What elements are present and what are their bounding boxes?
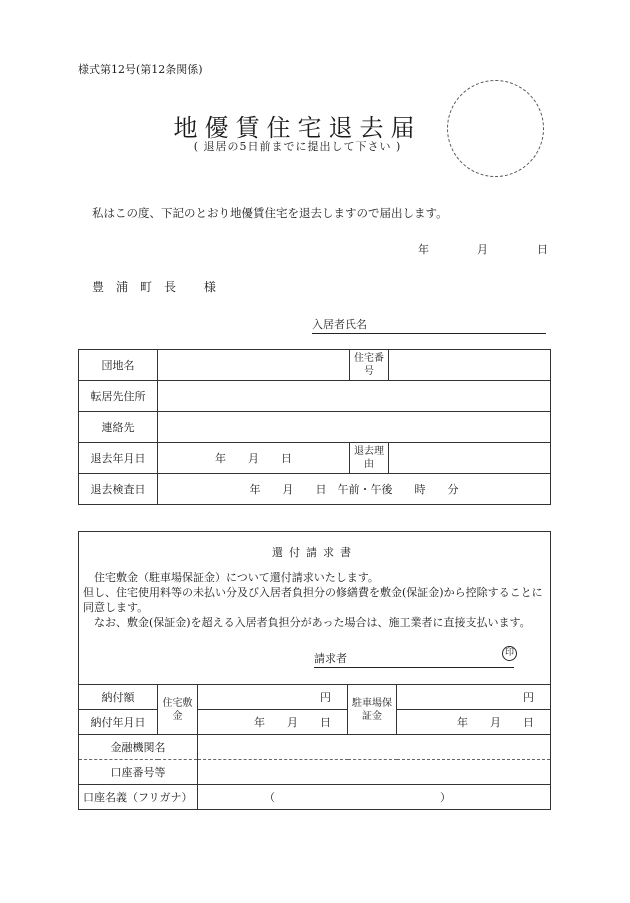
refund-claim-box — [78, 531, 551, 685]
date-year-label: 年 — [418, 243, 429, 256]
new-address-field[interactable] — [158, 381, 551, 412]
claimant-label: 請求者 — [314, 652, 347, 665]
paid-date-label: 納付年月日 — [79, 710, 158, 735]
contact-field[interactable] — [158, 412, 551, 443]
holder-field[interactable]: （ ） — [198, 785, 551, 810]
addressee: 豊浦町長 様 — [92, 280, 228, 294]
holder-label: 口座名義（フリガナ） — [79, 785, 198, 810]
account-field[interactable] — [198, 760, 551, 785]
form-title: 地優賃住宅退去届 — [173, 114, 422, 142]
seal-mark: 印 — [502, 646, 517, 661]
intro-text: 私はこの度、下記のとおり地優賃住宅を退去しますので届出します。 — [92, 206, 448, 220]
leave-date-field[interactable]: 年 月 日 — [158, 443, 350, 474]
house-amount-field[interactable]: 円 — [198, 685, 348, 710]
claim-title: 還付請求書 — [272, 546, 357, 559]
house-paid-date-field[interactable]: 年 月 日 — [198, 710, 348, 735]
deposit-table — [78, 684, 551, 810]
receipt-stamp-circle — [447, 80, 544, 177]
claim-paragraph-1: 住宅敷金（駐車場保証金）について還付請求いたします。 — [94, 571, 379, 584]
account-label: 口座番号等 — [79, 760, 198, 785]
bank-field[interactable] — [198, 735, 551, 760]
bank-label: 金融機関名 — [79, 735, 198, 760]
parking-amount-field[interactable]: 円 — [397, 685, 551, 710]
claim-body — [83, 570, 546, 630]
claim-paragraph-2: 但し、住宅使用料等の未払い分及び入居者負担分の修繕費を敷金(保証金)から控除することに同意します。 — [83, 586, 543, 614]
parking-paid-date-field[interactable]: 年 月 日 — [397, 710, 551, 735]
resident-name-label: 入居者氏名 — [312, 318, 367, 331]
leave-date-label: 退去年月日 — [79, 443, 158, 474]
reason-field[interactable] — [389, 443, 551, 474]
form-subtitle: ( 退居の5日前までに提出して下さい ) — [193, 140, 402, 153]
house-no-field[interactable] — [389, 350, 551, 381]
complex-field[interactable] — [158, 350, 350, 381]
parking-deposit-label: 駐車場保証金 — [348, 685, 397, 735]
house-deposit-label: 住宅敷金 — [158, 685, 198, 735]
claimant-field[interactable] — [314, 650, 514, 668]
notice-table — [78, 349, 551, 505]
inspection-field[interactable]: 年 月 日 午前・午後 時 分 — [158, 474, 551, 505]
claim-paragraph-3: なお、敷金(保証金)を超える入居者負担分があった場合は、施工業者に直接支払います。 — [94, 616, 531, 629]
date-month-label: 月 — [477, 243, 488, 256]
reason-label: 退去理由 — [350, 443, 389, 474]
resident-name-field[interactable] — [312, 316, 546, 334]
amount-label: 納付額 — [79, 685, 158, 710]
inspection-label: 退去検査日 — [79, 474, 158, 505]
date-day-label: 日 — [537, 243, 548, 256]
contact-label: 連絡先 — [79, 412, 158, 443]
house-no-label: 住宅番号 — [350, 350, 389, 381]
form-number: 様式第12号(第12条関係) — [78, 63, 203, 76]
complex-label: 団地名 — [79, 350, 158, 381]
new-address-label: 転居先住所 — [79, 381, 158, 412]
